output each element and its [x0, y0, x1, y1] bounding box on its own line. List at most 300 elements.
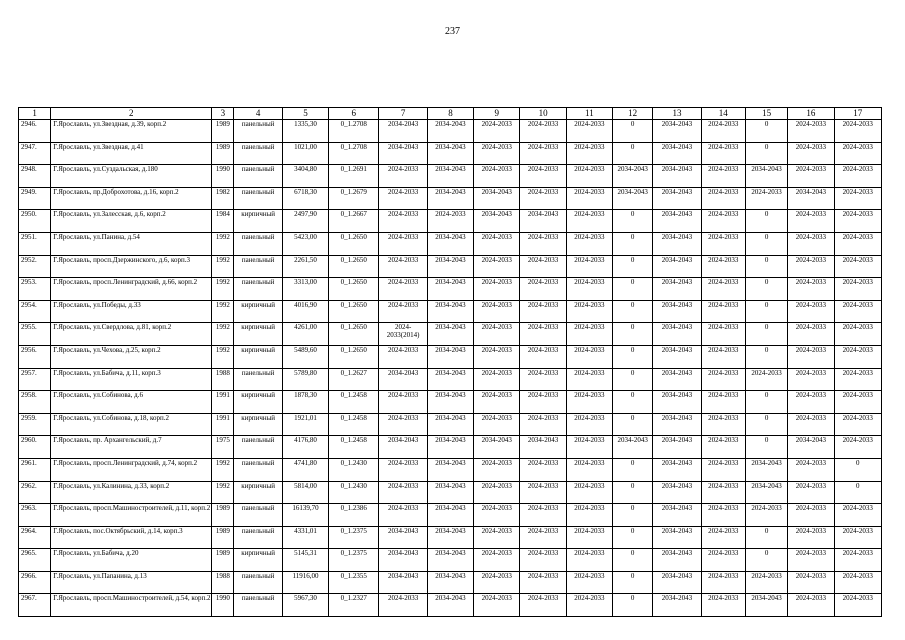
- table-cell: панельный: [234, 165, 282, 188]
- table-cell: кирпичный: [234, 345, 282, 368]
- table-cell: 2024-2033: [566, 323, 612, 346]
- table-cell: 2034-2043: [653, 142, 701, 165]
- table-cell: 1992: [212, 481, 234, 504]
- table-cell: 2024-2033: [379, 481, 427, 504]
- table-cell: 2024-2033: [701, 187, 745, 210]
- table-cell: 2024-2033: [745, 187, 787, 210]
- table-cell: 0_1.2650: [329, 232, 379, 255]
- table-cell: 2024-2033: [379, 391, 427, 414]
- table-cell: панельный: [234, 458, 282, 481]
- row-number-cell: 2950.: [19, 210, 51, 233]
- table-cell: 2034-2043: [653, 255, 701, 278]
- table-cell: 2024-2033: [379, 594, 427, 617]
- table-cell: кирпичный: [234, 300, 282, 323]
- table-cell: 2024-2033: [834, 549, 881, 572]
- table-row: [19, 165, 882, 188]
- row-number-cell: 2955.: [19, 323, 51, 346]
- table-cell: 0: [613, 458, 653, 481]
- row-number-cell: 2953.: [19, 278, 51, 301]
- table-cell: 2024-2033: [474, 504, 520, 527]
- address-cell: Г.Ярославль, просп.Машиностроителей, д.54, корп.2: [51, 594, 212, 617]
- table-cell: 2024-2033: [701, 526, 745, 549]
- table-cell: 2261,50: [282, 255, 328, 278]
- table-cell: 0: [613, 526, 653, 549]
- table-cell: 2024-2033: [788, 526, 834, 549]
- table-row: [19, 571, 882, 594]
- column-header-17: 17: [834, 108, 881, 120]
- table-cell: панельный: [234, 436, 282, 459]
- table-cell: 5789,80: [282, 368, 328, 391]
- table-cell: 2024-2033: [788, 278, 834, 301]
- table-cell: 5814,00: [282, 481, 328, 504]
- table-cell: 2024-2033: [474, 594, 520, 617]
- table-row: [19, 458, 882, 481]
- table-cell: 0: [745, 278, 787, 301]
- table-cell: 2024-2033: [566, 458, 612, 481]
- table-cell: кирпичный: [234, 413, 282, 436]
- row-number-cell: 2946.: [19, 120, 51, 143]
- column-header-3: 3: [212, 108, 234, 120]
- table-cell: 2024-2033: [701, 504, 745, 527]
- table-cell: 2034-2043: [427, 278, 473, 301]
- address-cell: Г.Ярославль, ул.Калинина, д.33, корп.2: [51, 481, 212, 504]
- table-cell: 2024-2033: [566, 255, 612, 278]
- table-cell: 2024-2033: [520, 142, 566, 165]
- table-cell: 0: [745, 391, 787, 414]
- table-cell: 2024-2033: [566, 571, 612, 594]
- table-cell: 2024-2033: [701, 571, 745, 594]
- table-cell: 0_1.2691: [329, 165, 379, 188]
- table-cell: 2034-2043: [427, 594, 473, 617]
- address-cell: Г.Ярославль, ул.Бабича, д.20: [51, 549, 212, 572]
- table-cell: 2024-2033: [701, 436, 745, 459]
- table-cell: 2034-2043: [379, 368, 427, 391]
- table-cell: 1991: [212, 391, 234, 414]
- table-cell: 2024-2033: [566, 165, 612, 188]
- table-row: [19, 504, 882, 527]
- address-cell: Г.Ярославль, ул.Звездная, д.41: [51, 142, 212, 165]
- table-cell: 2034-2043: [613, 436, 653, 459]
- table-cell: панельный: [234, 278, 282, 301]
- table-cell: 2034-2043: [427, 255, 473, 278]
- table-cell: 2024-2033: [834, 526, 881, 549]
- address-cell: Г.Ярославль, пр. Архангельский, д.7: [51, 436, 212, 459]
- table-row: [19, 368, 882, 391]
- table-cell: 2024-2033: [566, 504, 612, 527]
- table-cell: кирпичный: [234, 210, 282, 233]
- table-cell: 2024-2033: [788, 345, 834, 368]
- table-cell: панельный: [234, 526, 282, 549]
- table-cell: 0_1.2650: [329, 278, 379, 301]
- table-cell: 5489,60: [282, 345, 328, 368]
- table-row: [19, 391, 882, 414]
- table-cell: 2024-2033: [701, 120, 745, 143]
- table-cell: 2024-2033: [788, 323, 834, 346]
- table-cell: 0: [613, 504, 653, 527]
- table-cell: 2024-2033: [427, 210, 473, 233]
- table-cell: 1989: [212, 142, 234, 165]
- table-cell: 2024-2033: [474, 481, 520, 504]
- table-cell: 0: [745, 323, 787, 346]
- table-cell: 2024-2033: [474, 300, 520, 323]
- address-cell: Г.Ярославль, ул.Собинова, д.6: [51, 391, 212, 414]
- address-cell: Г.Ярославль, просп.Машиностроителей, д.11, корп.2: [51, 504, 212, 527]
- table-cell: 4261,00: [282, 323, 328, 346]
- table-cell: 2034-2043: [427, 165, 473, 188]
- table-cell: 2034-2043: [613, 187, 653, 210]
- table-cell: 2024-2033: [834, 255, 881, 278]
- table-cell: 2034-2043: [745, 458, 787, 481]
- table-row: [19, 526, 882, 549]
- table-cell: 2024-2033: [379, 300, 427, 323]
- address-cell: Г.Ярославль, просп.Дзержинского, д.6, корп.3: [51, 255, 212, 278]
- table-cell: 0: [613, 413, 653, 436]
- table-cell: 2024-2033: [834, 278, 881, 301]
- table-cell: 2034-2043: [474, 187, 520, 210]
- table-cell: панельный: [234, 142, 282, 165]
- table-cell: панельный: [234, 368, 282, 391]
- table-cell: 1975: [212, 436, 234, 459]
- column-header-13: 13: [653, 108, 701, 120]
- table-cell: 2034-2043: [427, 549, 473, 572]
- table-cell: 2034-2043: [653, 278, 701, 301]
- table-cell: 0_1.2667: [329, 210, 379, 233]
- table-cell: 0: [745, 142, 787, 165]
- table-cell: панельный: [234, 255, 282, 278]
- table-cell: 2024-2033: [745, 571, 787, 594]
- table-cell: 2024-2033: [788, 481, 834, 504]
- table-cell: 2034-2043: [379, 120, 427, 143]
- row-number-cell: 2956.: [19, 345, 51, 368]
- table-row: [19, 300, 882, 323]
- table-cell: 0: [745, 210, 787, 233]
- table-cell: 0: [613, 210, 653, 233]
- table-row: [19, 436, 882, 459]
- table-cell: кирпичный: [234, 549, 282, 572]
- table-cell: 2024-2033: [834, 165, 881, 188]
- table-cell: 4741,80: [282, 458, 328, 481]
- table-cell: 2024-2033: [520, 323, 566, 346]
- table-cell: 2024-2033: [379, 504, 427, 527]
- column-header-6: 6: [329, 108, 379, 120]
- table-cell: 2034-2043: [379, 142, 427, 165]
- table-cell: 2024-2033: [379, 232, 427, 255]
- table-row: [19, 278, 882, 301]
- table-cell: 2024-2033: [701, 278, 745, 301]
- table-cell: 2034-2043: [427, 526, 473, 549]
- table-cell: 2034-2043: [653, 345, 701, 368]
- table-cell: 2024-2033: [701, 323, 745, 346]
- table-cell: 2024-2033: [788, 549, 834, 572]
- table-cell: панельный: [234, 504, 282, 527]
- table-cell: 2024-2033: [474, 232, 520, 255]
- table-cell: кирпичный: [234, 323, 282, 346]
- address-cell: Г.Ярославль, ул.Папанина, д.13: [51, 571, 212, 594]
- table-cell: 16139,70: [282, 504, 328, 527]
- table-cell: 2034-2043: [653, 458, 701, 481]
- table-cell: 0_1.2327: [329, 594, 379, 617]
- row-number-cell: 2958.: [19, 391, 51, 414]
- table-cell: 2024-2033: [474, 368, 520, 391]
- address-cell: Г.Ярославль, ул.Чехова, д.25, корп.2: [51, 345, 212, 368]
- table-cell: 0: [745, 255, 787, 278]
- row-number-cell: 2965.: [19, 549, 51, 572]
- table-cell: 0_1.2375: [329, 549, 379, 572]
- table-cell: 2034-2043: [427, 187, 473, 210]
- table-cell: 0: [745, 436, 787, 459]
- table-cell: 1992: [212, 255, 234, 278]
- table-cell: 0: [745, 549, 787, 572]
- row-number-cell: 2963.: [19, 504, 51, 527]
- row-number-cell: 2952.: [19, 255, 51, 278]
- table-body: [19, 120, 882, 617]
- table-cell: 2024-2033: [834, 594, 881, 617]
- table-cell: 0_1.2458: [329, 391, 379, 414]
- table-cell: 2024-2033: [701, 142, 745, 165]
- table-cell: 2024-2033: [834, 391, 881, 414]
- table-cell: 2024-2033: [834, 413, 881, 436]
- table-cell: 2024-2033: [566, 594, 612, 617]
- table-cell: 2024-2033: [701, 345, 745, 368]
- row-number-cell: 2961.: [19, 458, 51, 481]
- table-cell: 0: [613, 368, 653, 391]
- table-cell: 0: [613, 278, 653, 301]
- table-cell: 2024-2033: [788, 571, 834, 594]
- table-cell: 2034-2043: [427, 345, 473, 368]
- table-cell: 2024-2033: [701, 210, 745, 233]
- table-cell: 1992: [212, 323, 234, 346]
- table-cell: 0: [613, 391, 653, 414]
- table-cell: 2024-2033: [520, 504, 566, 527]
- table-cell: 2024-2033: [520, 232, 566, 255]
- table-cell: 2024-2033: [701, 165, 745, 188]
- table-cell: 1992: [212, 300, 234, 323]
- table-cell: 2024-2033: [520, 165, 566, 188]
- table-cell: панельный: [234, 571, 282, 594]
- address-cell: Г.Ярославль, ул.Победы, д.33: [51, 300, 212, 323]
- table-cell: 11916,00: [282, 571, 328, 594]
- table-cell: 1021,00: [282, 142, 328, 165]
- column-header-7: 7: [379, 108, 427, 120]
- table-cell: 2024-2033: [745, 504, 787, 527]
- table-cell: 0: [834, 481, 881, 504]
- table-cell: 2024-2033: [566, 187, 612, 210]
- table-cell: 2034-2043: [653, 481, 701, 504]
- table-cell: 2034-2043: [379, 436, 427, 459]
- table-cell: 2024-2033: [520, 120, 566, 143]
- table-cell: 2024-2033: [834, 345, 881, 368]
- table-cell: 2024-2033: [566, 210, 612, 233]
- table-cell: 2024-2033: [566, 526, 612, 549]
- address-cell: Г.Ярославль, ул.Звездная, д.39, корп.2: [51, 120, 212, 143]
- table-cell: 1982: [212, 187, 234, 210]
- table-cell: 0: [834, 458, 881, 481]
- table-row: [19, 255, 882, 278]
- table-cell: 2024-2033: [520, 413, 566, 436]
- table-cell: 1989: [212, 504, 234, 527]
- table-cell: кирпичный: [234, 391, 282, 414]
- table-cell: 2024-2033: [474, 255, 520, 278]
- table-cell: 0_1.2375: [329, 526, 379, 549]
- table-cell: 2024-2033: [566, 120, 612, 143]
- table-cell: 2024-2033: [788, 165, 834, 188]
- row-number-cell: 2967.: [19, 594, 51, 617]
- table-cell: 2024-2033: [834, 120, 881, 143]
- table-cell: 0: [745, 345, 787, 368]
- table-cell: 0_1.2650: [329, 323, 379, 346]
- address-cell: Г.Ярославль, ул.Бабича, д.11, корп.3: [51, 368, 212, 391]
- table-cell: 2034-2043: [653, 504, 701, 527]
- table-cell: 2024-2033: [788, 458, 834, 481]
- table-cell: 5423,00: [282, 232, 328, 255]
- table-cell: 2024-2033: [788, 232, 834, 255]
- table-cell: 0: [613, 571, 653, 594]
- table-cell: 2024-2033: [566, 232, 612, 255]
- row-number-cell: 2947.: [19, 142, 51, 165]
- table-cell: 2024-2033: [788, 210, 834, 233]
- table-cell: 2024-2033: [701, 368, 745, 391]
- column-header-2: 2: [51, 108, 212, 120]
- table-cell: 2024-2033: [701, 549, 745, 572]
- table-cell: 2024-2033: [834, 571, 881, 594]
- table-cell: 1991: [212, 413, 234, 436]
- table-cell: 0_1.2458: [329, 413, 379, 436]
- table-cell: 0_1.2650: [329, 300, 379, 323]
- table-cell: 2024-2033: [701, 232, 745, 255]
- table-cell: 2034-2043: [653, 526, 701, 549]
- table-row: [19, 120, 882, 143]
- table-cell: 2024-2033: [379, 255, 427, 278]
- table-cell: 0: [613, 345, 653, 368]
- table-cell: 0_1.2458: [329, 436, 379, 459]
- table-cell: 2024-2033: [834, 210, 881, 233]
- table-cell: 2034-2043: [653, 120, 701, 143]
- table-cell: 2024-2033: [474, 549, 520, 572]
- table-cell: 2034-2043: [653, 300, 701, 323]
- table-cell: 3404,80: [282, 165, 328, 188]
- table-cell: 2034-2043: [427, 232, 473, 255]
- table-cell: 2024-2033: [788, 300, 834, 323]
- table-cell: 2024-2033: [788, 594, 834, 617]
- table-cell: 1992: [212, 458, 234, 481]
- table-cell: 2024-2033: [834, 232, 881, 255]
- table-cell: 0: [745, 232, 787, 255]
- table-cell: 4016,90: [282, 300, 328, 323]
- table-cell: 2034-2043: [788, 187, 834, 210]
- table-row: [19, 323, 882, 346]
- table-cell: 2034-2043: [427, 413, 473, 436]
- column-header-12: 12: [613, 108, 653, 120]
- table-cell: 2024-2033: [379, 165, 427, 188]
- column-header-14: 14: [701, 108, 745, 120]
- table-cell: 2024-2033: [474, 571, 520, 594]
- table-cell: 1878,30: [282, 391, 328, 414]
- table-cell: 2024-2033: [520, 391, 566, 414]
- table-cell: 0_1.2386: [329, 504, 379, 527]
- table-cell: 2024-2033: [474, 165, 520, 188]
- table-cell: 1988: [212, 571, 234, 594]
- table-row: [19, 232, 882, 255]
- table-cell: 2034-2043: [653, 210, 701, 233]
- table-cell: 0: [613, 120, 653, 143]
- table-cell: 2024-2033: [474, 345, 520, 368]
- table-cell: 2034-2043: [427, 300, 473, 323]
- table-cell: 2034-2043: [653, 436, 701, 459]
- table-cell: 0_1.2430: [329, 481, 379, 504]
- table-cell: 1921,01: [282, 413, 328, 436]
- table-cell: 2034-2043: [653, 165, 701, 188]
- table-cell: 2024-2033: [520, 526, 566, 549]
- table-cell: 2034-2043: [653, 232, 701, 255]
- table-cell: 2024-2033: [520, 368, 566, 391]
- table-cell: 2034-2043: [520, 210, 566, 233]
- table-cell: 2034-2043: [427, 458, 473, 481]
- table-cell: 2024-2033: [701, 481, 745, 504]
- table-cell: 2024-2033: [701, 391, 745, 414]
- table-row: [19, 413, 882, 436]
- column-header-5: 5: [282, 108, 328, 120]
- table-cell: 2034-2043: [427, 481, 473, 504]
- table-cell: 2024-2033: [379, 458, 427, 481]
- table-cell: 6718,30: [282, 187, 328, 210]
- table-cell: 2024-2033: [379, 413, 427, 436]
- row-number-cell: 2957.: [19, 368, 51, 391]
- table-cell: 2034-2043: [379, 571, 427, 594]
- table-cell: 2034-2043: [745, 594, 787, 617]
- page-number: 237: [445, 26, 460, 37]
- table-cell: 0: [613, 255, 653, 278]
- row-number-cell: 2948.: [19, 165, 51, 188]
- table-cell: 2034-2043: [427, 504, 473, 527]
- table-cell: 2024-2033: [520, 594, 566, 617]
- column-header-8: 8: [427, 108, 473, 120]
- table-cell: 0: [745, 300, 787, 323]
- table-cell: 2024-2033: [520, 549, 566, 572]
- table-cell: 2024-2033: [834, 187, 881, 210]
- row-number-cell: 2959.: [19, 413, 51, 436]
- table-cell: 2034-2043: [427, 436, 473, 459]
- table-cell: 1989: [212, 120, 234, 143]
- table-cell: 2024-2033: [474, 391, 520, 414]
- table-cell: 2024-2033: [474, 526, 520, 549]
- table-cell: 2024-2033: [701, 413, 745, 436]
- table-cell: 2024-2033: [566, 345, 612, 368]
- table-cell: 2024-2033: [474, 142, 520, 165]
- address-cell: Г.Ярославль, просп.Ленинградский, д.66, корп.2: [51, 278, 212, 301]
- table-cell: 2034-2043: [653, 368, 701, 391]
- table-cell: 2024-2033: [520, 187, 566, 210]
- table-cell: 2034-2043: [653, 187, 701, 210]
- table-cell: 2024-2033: [566, 278, 612, 301]
- column-header-1: 1: [19, 108, 51, 120]
- table-cell: 1990: [212, 165, 234, 188]
- table-cell: 2034-2043: [379, 549, 427, 572]
- table-cell: 2024-2033: [745, 368, 787, 391]
- table-cell: 1984: [212, 210, 234, 233]
- table-cell: 2024-2033: [379, 278, 427, 301]
- address-cell: Г.Ярославль, пр.Доброхотова, д.16, корп.2: [51, 187, 212, 210]
- table-cell: 2024-2033: [566, 391, 612, 414]
- table-cell: 2034-2043: [379, 526, 427, 549]
- table-cell: 0: [613, 481, 653, 504]
- table-cell: 2034-2043: [745, 165, 787, 188]
- table-cell: 2024-2033: [834, 142, 881, 165]
- address-cell: Г.Ярославль, ул.Свердлова, д.81, корп.2: [51, 323, 212, 346]
- table-cell: 2034-2043: [427, 368, 473, 391]
- row-number-cell: 2966.: [19, 571, 51, 594]
- row-number-cell: 2949.: [19, 187, 51, 210]
- table-cell: 2034-2043: [427, 391, 473, 414]
